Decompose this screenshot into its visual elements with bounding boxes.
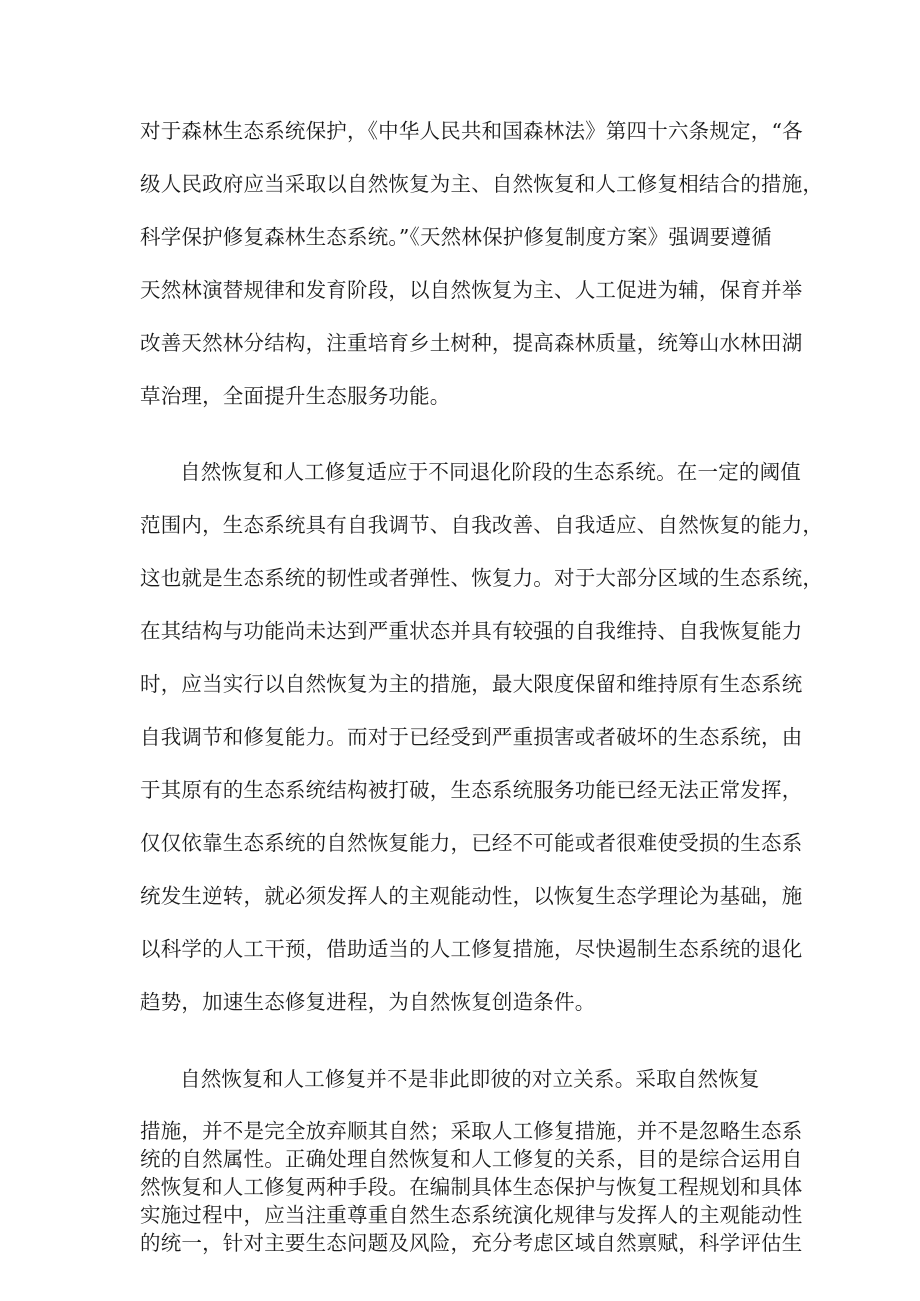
paragraph-3-first-line: 自然恢复和人工修复并不是非此即彼的对立关系。采取自然恢复 [180, 1067, 760, 1091]
paragraph-2-line: 自我调节和修复能力。而对于已经受到严重损害或者破坏的生态系统，由 [140, 725, 803, 749]
paragraph-2-line: 在其结构与功能尚未达到严重状态并具有较强的自我维持、自我恢复能力 [140, 619, 803, 643]
paragraph-1-line: 级人民政府应当采取以自然恢复为主、自然恢复和人工修复相结合的措施， [140, 172, 824, 196]
paragraph-1-line: 科学保护修复森林生态系统。”《天然林保护修复制度方案》强调要遵循 [140, 225, 772, 249]
paragraph-2-line: 于其原有的生态系统结构被打破，生态系统服务功能已经无法正常发挥， [140, 778, 803, 802]
paragraph-3-line: 统的自然属性。正确处理自然恢复和人工修复的关系，目的是综合运用自 [140, 1147, 803, 1171]
paragraph-2-line: 这也就是生态系统的韧性或者弹性、恢复力。对于大部分区域的生态系统， [140, 566, 824, 590]
paragraph-1-line: 改善天然林分结构，注重培育乡土树种，提高森林质量，统筹山水林田湖 [140, 331, 803, 355]
paragraph-2-line: 范围内，生态系统具有自我调节、自我改善、自我适应、自然恢复的能力， [140, 513, 824, 537]
paragraph-3-line: 实施过程中，应当注重尊重自然生态系统演化规律与发挥人的主观能动性 [140, 1203, 803, 1227]
paragraph-3-line: 措施，并不是完全放弃顺其自然；采取人工修复措施，并不是忽略生态系 [140, 1119, 803, 1143]
paragraph-3-line: 然恢复和人工修复两种手段。在编制具体生态保护与恢复工程规划和具体 [140, 1175, 803, 1199]
paragraph-1-line: 天然林演替规律和发育阶段，以自然恢复为主、人工促进为辅，保育并举 [140, 278, 803, 302]
paragraph-1-line: 草治理，全面提升生态服务功能。 [140, 384, 451, 408]
paragraph-2-line: 以科学的人工干预，借助适当的人工修复措施，尽快遏制生态系统的退化 [140, 937, 803, 961]
paragraph-2-line: 统发生逆转，就必须发挥人的主观能动性，以恢复生态学理论为基础，施 [140, 884, 803, 908]
paragraph-3-line: 的统一，针对主要生态问题及风险，充分考虑区域自然禀赋，科学评估生 [140, 1231, 803, 1255]
paragraph-2-line: 自然恢复和人工修复适应于不同退化阶段的生态系统。在一定的阈值 [180, 460, 801, 484]
paragraph-2-line: 时，应当实行以自然恢复为主的措施，最大限度保留和维持原有生态系统 [140, 672, 803, 696]
paragraph-2-line: 趋势，加速生态修复进程，为自然恢复创造条件。 [140, 990, 596, 1014]
paragraph-1-line: 对于森林生态系统保护，《中华人民共和国森林法》第四十六条规定，“各 [140, 119, 803, 143]
paragraph-2-line: 仅仅依靠生态系统的自然恢复能力，已经不可能或者很难使受损的生态系 [140, 831, 803, 855]
